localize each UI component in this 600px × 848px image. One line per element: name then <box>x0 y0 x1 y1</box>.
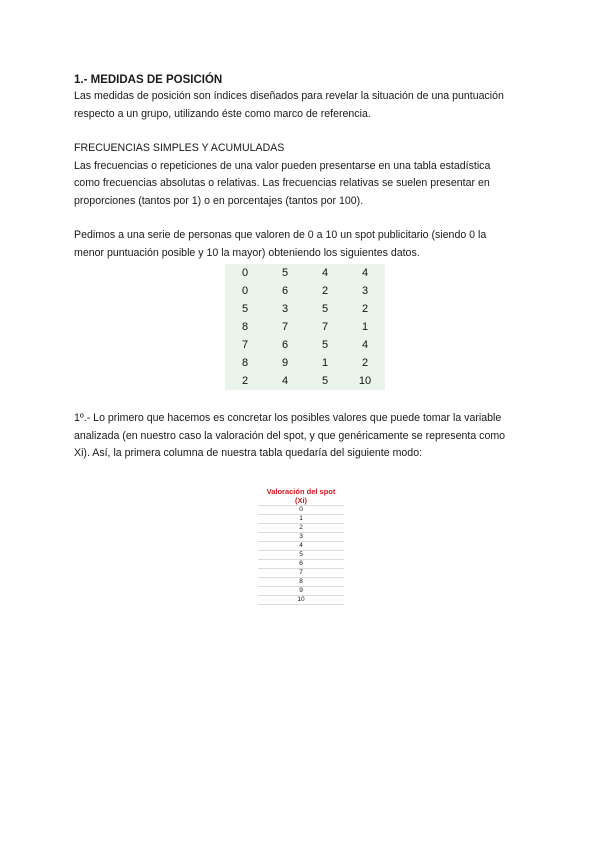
table-cell: 3 <box>281 303 289 315</box>
table-cell: 8 <box>258 577 344 586</box>
table-cell: 2 <box>241 375 249 387</box>
table-cell: 6 <box>281 339 289 351</box>
table-cell: 9 <box>258 586 344 595</box>
survey-line-1: Pedimos a una serie de personas que valoren de 0 a 10 un spot publicitario (siendo 0 la <box>74 229 487 241</box>
table-cell: 1 <box>361 321 369 333</box>
intro-line-1: Las medidas de posición son índices diseñados para revelar la situación de una puntuación <box>74 90 504 102</box>
table-cell: 5 <box>321 339 329 351</box>
table-cell: 3 <box>361 285 369 297</box>
table-cell: 5 <box>281 267 289 279</box>
table-row <box>258 550 344 559</box>
values-table <box>258 487 344 605</box>
table-cell: 5 <box>258 550 344 559</box>
section-title: 1.- MEDIDAS DE POSICIÓN <box>74 74 223 86</box>
table-cell: 4 <box>361 267 369 279</box>
table-row <box>258 559 344 568</box>
step1-line-3: Xi). Así, la primera columna de nuestra tabla quedaría del siguiente modo: <box>74 447 423 459</box>
table-cell: 0 <box>241 267 249 279</box>
table-cell: 6 <box>258 559 344 568</box>
table-cell: 7 <box>321 321 329 333</box>
table-cell: 1 <box>321 357 329 369</box>
header-line-1: Valoración del spot <box>266 486 336 496</box>
frecuencias-line-1: Las frecuencias o repeticiones de una valor pueden presentarse en una tabla estadística <box>74 159 491 172</box>
table-cell: 7 <box>258 568 344 577</box>
table-cell: 4 <box>258 541 344 550</box>
table-cell: 0 <box>241 285 249 297</box>
table-row <box>258 568 344 577</box>
table-cell: 7 <box>241 339 249 351</box>
spacer <box>74 123 529 140</box>
frecuencias-title: FRECUENCIAS SIMPLES Y ACUMULADAS <box>74 142 285 154</box>
table-row <box>258 577 344 586</box>
table-cell: 9 <box>281 357 289 369</box>
frecuencias-line-3: proporciones (tantos por 1) o en porcentajes (tantos por 100). <box>74 194 364 207</box>
document-page <box>74 73 529 605</box>
table-row <box>225 354 385 372</box>
table-cell: 5 <box>321 375 329 387</box>
spacer <box>74 390 529 410</box>
table-header-row <box>258 487 344 506</box>
table-row <box>258 595 344 604</box>
table-cell: 0 <box>258 505 344 514</box>
table-row <box>225 264 385 282</box>
table-cell: 2 <box>361 357 369 369</box>
table-cell: 7 <box>281 321 289 333</box>
intro-line-2: respecto a un grupo, utilizando éste como marco de referencia. <box>74 107 371 120</box>
table-row <box>258 586 344 595</box>
table-cell: 2 <box>321 285 329 297</box>
table-cell: 4 <box>281 375 289 387</box>
table-cell: 8 <box>241 321 249 333</box>
table-cell: 5 <box>241 303 249 315</box>
table-row <box>225 336 385 354</box>
table-row <box>258 541 344 550</box>
table-row <box>258 532 344 541</box>
table-row <box>258 523 344 532</box>
table-cell: 4 <box>361 339 369 351</box>
table-cell: 2 <box>361 303 369 315</box>
table-row <box>225 372 385 390</box>
table-cell: 1 <box>258 514 344 523</box>
header-line-2: (Xi) <box>294 495 308 505</box>
survey-data-table <box>225 264 385 390</box>
table-row <box>225 318 385 336</box>
spacer <box>74 210 529 227</box>
table-cell: 3 <box>258 532 344 541</box>
frecuencias-line-2: como frecuencias absolutas o relativas. Las frecuencias relativas se suelen presentar en <box>74 177 490 189</box>
step1-line-1: 1º.- Lo primero que hacemos es concretar los posibles valores que puede tomar la variable <box>74 412 502 424</box>
table-cell: 10 <box>258 595 344 604</box>
table-cell: 5 <box>321 303 329 315</box>
table-cell: 8 <box>241 357 249 369</box>
table-row <box>225 300 385 318</box>
table-row <box>225 282 385 300</box>
table-cell: 2 <box>258 523 344 532</box>
table-cell: 10 <box>358 375 372 387</box>
values-table-header <box>258 487 344 506</box>
table-row <box>258 505 344 514</box>
table-cell: 4 <box>321 267 329 279</box>
table-row <box>258 514 344 523</box>
step1-line-2: analizada (en nuestro caso la valoración del spot, y que genéricamente se representa como <box>74 429 506 442</box>
table-cell: 6 <box>281 285 289 297</box>
survey-line-2: menor puntuación posible y 10 la mayor) obteniendo los siguientes datos. <box>74 246 420 259</box>
